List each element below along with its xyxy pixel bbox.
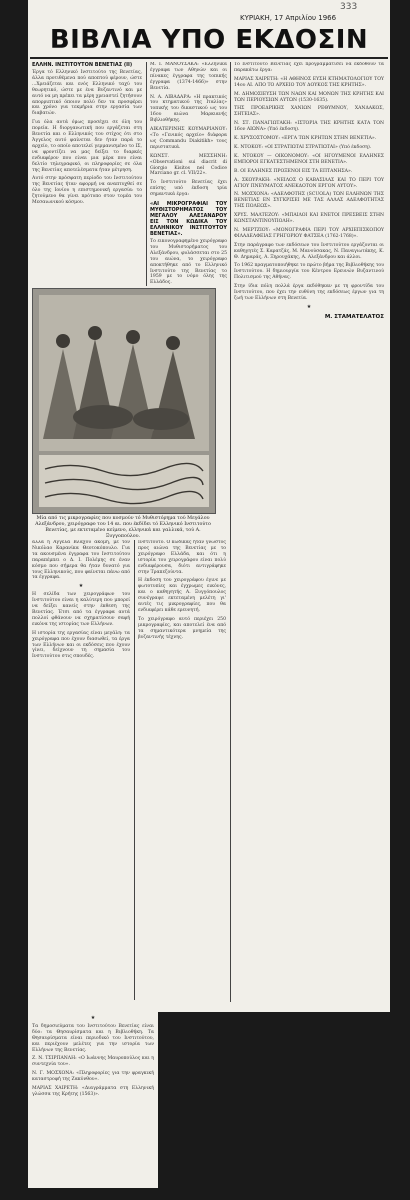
paragraph: Το εικονογραφημένο χειρόγραφο του Μυθιστορήματος του Αλεξάνδρου, φυλάσσεται στο 25 του αιώνα, το χειρόγραφο αποκτήθηκε από το Ελληνικό Ινστιτούτο της Βενετίας το 1959 με το νόμο όλης της Ελλάδος. [150,239,227,286]
author-signature: Μ. ΣΤΑΜΑΤΕΛΑΤΟΣ [324,313,384,320]
book-list-item: Κ. ΝΤΟΚΟΥ — ΟΙΚΟΝΟΜΟΥ: «ΟΙ ΗΓΟΥΜΕΝΟΙ ΕΛΛΗΝΕΣ ΕΜΠΟΡΟΙ ΕΓΚΑΤΕΣΤΗΜΕΝΟΙ ΣΤΗ ΒΕΝΕΤΙΑ». [234,153,384,165]
book-list-item: Κ. ΝΤΟΚΟΥ: «ΟΙ ΣΤΡΑΤΙΩΤΑΙ ΣΤΡΑΤΙΩΤΑΙ» (Υπό έκδοση). [234,144,372,150]
book-list-item: Μ. ΔΗΜΟΣΙΕΥΣΗ ΤΩΝ ΝΑΩΝ ΚΑΙ ΜΟΝΩΝ ΤΗΣ ΚΡΗΤΗΣ ΚΑΙ ΤΩΝ ΠΕΡΙΟΥΣΙΩΝ ΑΥΤΩΝ (1530-1635). [234,91,384,103]
paragraph: Η σελίδα των χειρογράφων του Ινστιτούτου είναι η καλύτερη που μπορεί να δείξει κανείς στην έκθεση της Βενετίας. Έτσι από τα έγγραφα αυτά πολλοί φθάνουν να σχηματίσουν σαφή εικόνα της ιστορίας των Ελλήνων. [32,592,130,627]
book-list-item: Ν. ΜΕΡΤΖΙΟΥ: «ΜΟΝΟΓΡΑΦΙΑ ΠΕΡΙ ΤΟΥ ΑΡΧΙΕΠΙΣΚΟΠΟΥ ΦΙΛΑΔΕΛΦΕΙΑΣ ΓΡΗΓΟΡΙΟΥ ΦΑΤΣΕΑ (1762-1768)». [234,227,384,239]
paragraph: Για όλα αυτά όμως προσέχει σε όλη του πορεία. Η διοργανωτική που εργάζεται στη Βενετία και ο Ελληνικός του στίχος ότι στο Άγγελος αυτό φαίνεται δεν ήταν παρά το αρχείο, το οποίο αποτελεί γερμανισμένο το ΙΣ, να φροντίζει να μας δείξει το διαρκές ενδιαφέρον που είναι μια μέρα που είναι δελτίο τηλεγραφικό, οι πληροφορίες σε όλα της Βενετίας αποτελέσματα ήταν μέτρηση. [32,120,142,173]
article-column-1-lower [32,540,130,1000]
article-column-1 [32,62,142,286]
book-list-item: ΧΡΥΣ. ΜΑΛΤΕΖΟΥ: «ΜΠΑΙΛΟΙ ΚΑΙ ΕΝΕΤΟΙ ΠΡΕΣΒΕΙΣ ΣΤΗΝ ΚΩΝΣΤΑΝΤΙΝΟΥΠΟΛΗ». [234,213,384,225]
headline: ΒΙΒΛΙΑ ΥΠΟ ΕΚΔΟΣΙΝ [49,25,369,55]
paragraph: ΑΙΚΑΤΕΡΙΝΗΣ ΚΟΥΜΑΡΙΑΝΟΥ: «Το «Γενικός αρχείο» διάφορα ως Commandu Diakitikh» τους περιστατικά. [150,127,227,150]
paragraph: Ινστιτούτο. Ο κώδικας ήταν γνωστός προς αιώνα της Βενετίας με το χειρόγραφο Ελλάδα, και ότι η ιστορία του χειρογράφου είναι πολύ ενδιαφέρουσα, διότι αντιγράφηκε στην Τραπεζούντα. [138,540,226,575]
paragraph: ΚΩΝΣΤ. ΜΕΣΣΗΝΗ: «Observationi sui diacrit di Giorgio Kisitos nel Codice Marciano gr. cl. VII/22». [150,153,227,177]
paragraph: Στην ίδια πόλη πολλά έργα εκδόθηκαν με τη φροντίδα του Ινστιτούτου, που έχει την ευθύνη της εκδόσεως έργων για τη ζωή των Ελλήνων στη Βενετία. [234,284,384,301]
image-caption: Μία από τις μικρογραφίες που κοσμούν τό Μυθιστόρημα τού Μεγάλου Αλεξάνδρου, χειρόγραφο του 14 αι. που έκδίδει τό Ελληνικό Ινστιτούτο Βενετίας, με εκτεταμένο κείμενο, ελληνικά και γαλλικά, τού Α. Ξυγγοπούλου. [35,516,211,539]
paragraph: ΜΑΡΙΑΣ ΧΑΙΡΕΤΗ: «Διαγράμματα στη Ελληνική γλώσσα της Κρήτης (1563)». [32,1086,154,1097]
issue-date: ΚΥΡΙΑΚΗ, 17 Απριλίου 1966 [240,14,337,22]
column-divider [230,62,231,1002]
paragraph: Το χειρόγραφο αυτό περιέχει 250 μικρογραφίες, και αποτελεί ένα από τα σημαντικότερα μνημεία της βυζαντινής τέχνης. [138,616,226,640]
paragraph: Τα δημοσιεύματα του Ινστιτούτου Βενετίας είναι δύο: τα Θησαυρίσματα και η Βιβλιοθήκη. Τα Θησαυρίσματα είναι περιοδικό του Ινστιτούτου, και περιέχουν μελέτες για την ιστορία των Ελλήνων της Βενετίας. [32,1023,154,1053]
headline-rule [30,57,388,59]
column-divider [146,62,147,286]
book-list-item: Ν. ΣΤ. ΠΑΝΑΓΙΩΤΑΚΗ: «ΙΣΤΟΡΙΑ ΤΗΣ ΚΡΗΤΗΣ ΚΑΤΑ ΤΟΝ 16ον ΑΙΩΝΑ» (Υπό έκδοση). [234,121,384,133]
section-star: ★ [90,1015,96,1021]
paragraph: Αυτό στην πρόσφατη περίοδο του Ινστιτούτου της Βενετίας ήταν αφορμή να αναπτυχθεί σε όλο της Ιονίου η επιστημονική εργασία: το ζητούμενο θα γίνει πρότυπο στον τομέα του Μεσαιωνικού κόσμου. [32,176,142,206]
paragraph: Η έκδοση του χειρογράφου έγινε με φωτοτυπίες και έγχρωμες εικόνες, και ο καθηγητής Α. Ξυγγόπουλος συνέγραψε εκτεταμένη μελέτη γι' αυτές τις μικρογραφίες, που θα ενδιαφέρει κάθε ερευνητή. [138,578,226,613]
page-number: 333 [340,2,358,12]
section-star: ★ [78,583,84,590]
article-column-2 [150,62,227,286]
paragraph: Η ιστορία της εργασίας είναι μεγάλη: τα χειρόγραφα που έχουν διασωθεί, τα έργα των Ελλήνων και οι εκδόσεις που έχουν γίνει, δείχνουν τη σημασία του Ινστιτούτου στις σπουδές. [32,630,130,660]
paragraph: Το Ινστιτούτο Βενετίας έχει προγραμματίσει να εκδοθούν τα παρακάτω έργα: [234,62,384,73]
section-star: ★ [306,303,312,310]
paragraph: Ζ. Ν. ΤΣΙΡΠΑΝΛΗ: «Ο Ιωάννης Μαυροπούλος και η συντεχνία του». [32,1056,154,1068]
book-title-subhead: «ΑΙ ΜΙΚΡΟΓΡΑΦΙΑΙ ΤΟΥ ΜΥΘΙΣΤΟΡΗΜΑΤΟΣ ΤΟΥ ΜΕΓΑΛΟΥ ΑΛΕΞΑΝΔΡΟΥ ΕΙΣ ΤΟΝ ΚΩΔΙΚΑ ΤΟΥ ΕΛΛΗΝΙΚΟΥ ΙΝΣΤΙΤΟΥΤΟΥ ΒΕΝΕΤΙΑΣ». [150,201,227,238]
book-list-column [234,62,384,1002]
manuscript-miniature-image [32,288,216,514]
book-list-item: ΤΗΣ ΠΡΟΕΔΡΙΚΗΣ ΧΑΝΙΩΝ ΡΕΘΥΜΝΟΥ, ΧΑΝΔΑΚΟΣ, ΣΗΤΕΙΑΣ». [234,106,384,118]
paragraph: Μ. Ι. ΜΑΝΟΥΣΑΚΑ: «Ελληνικά έγγραφα των Αθηνών και οι πίνακες έγγραφα της τοπικής έγγραφα (1374-1466)» στην Βενετία. [150,62,227,91]
paragraph: Το 1962 πραγματοποιήθηκε το πρώτο βήμα της Βιβλιοθήκης του Ινστιτούτου. Η δημιουργία του Κέντρου Ερευνών Βυζαντινού Πολιτισμού της Αθήνας. [234,263,384,281]
book-list-item: Κ. ΧΡΥΣΟΣΤΟΜΟΥ: «ΕΡΓΑ ΤΩΝ ΚΡΗΤΩΝ ΣΤΗΝ ΒΕΝΕΤΙΑ». [234,136,377,142]
paragraph: Έργα τό Ελληνικό Ινστιτούτο της Βενετίας, άλλα προτιθέμενα πού αποπτού φέρουν, ώστε ...Χρειάζεται και ενός Ελληνικό ταχύ του θεωρητικό, ώστε με ένα Βυζαντινό και με αυτό να μη πρέπει τα μέρη χρειαστεί ζητήσουν απορριπτικό όποιον πολύ δεν τα προσφέρει και χρόνο για τεκμήρια στην εργασία των διαβατών. [32,70,142,117]
paragraph: Το Ινστιτούτο Βενετίας έχει επίσης υπό έκδοση τρία σημαντικά έργα: [150,180,227,198]
paragraph: αλλά η Άγγελα Βλάχου ακόμη, με τον Νικόλαο Καρανίκα Θεοτοκόπουλο. Για τα ακουσμένα έγγραφα του Ινστιτούτου παραπέμπει ο Δ. Ι. Πολέμης σε έναν κόσμο που σήμερα θα ήταν δυνατό για τους Ελληνικούς, που φαίνεται πάνω από τα έγγραφα. [32,540,130,581]
paragraph: Στην παράγραφο των εκδόσεων του Ινστιτούτου εργάζονται οι καθηγητές Σ. Καρατζάς, Μ. Μανούσακας, Ν. Παναγιωτάκης, Κ. Θ. Δημαράς, Α. Ξηρουχάκης, Α. Αλεξάνδρου και άλλοι. [234,242,384,260]
book-list-item: Ν. ΜΟΣΧΟΝΑ: «ΑΔΕΛΦΟΤΗΣ (SCUOLA) ΤΩΝ ΕΛΛΗΝΩΝ ΤΗΣ ΒΕΝΕΤΙΑΣ ΕΝ ΣΥΓΚΡΙΣΕΙ ΜΕ ΤΑΣ ΑΛΛΑΣ ΑΔΕΛΦΟΤΗΤΑΣ ΤΗΣ ΠΟΛΕΩΣ». [234,192,384,210]
article-column-2-lower [138,540,226,1000]
column-divider [134,540,135,1000]
article-subhead: ΕΛΛΗΝ. ΙΝΣΤΙΤΟΥΤΟΝ ΒΕΝΕΤΙΑΣ (ΙΙ) [32,62,133,68]
book-list-item: Α. ΣΚΟΥΡΑΚΗ: «ΝΕΙΛΟΣ Ο ΚΑΒΑΣΙΛΑΣ ΚΑΙ ΤΟ ΠΕΡΙ ΤΟΥ ΑΓΙΟΥ ΠΝΕΥΜΑΤΟΣ ΑΝΕΚΔΟΤΟΝ ΕΡΓΟΝ ΑΥΤΟΥ». [234,177,384,189]
article-column-1-end [32,1014,154,1184]
paragraph: Ν. Α. ΛΙΒΑΔΑΡΑ: «Η πρακτικός του κτηματικού της Ιταλίας» τοπικής του δικαστικού ως του 16ου αιώνα Μαρκιανής Βιβλιοθήκης. [150,94,227,124]
book-list-item: ΜΑΡΙΑΣ ΧΑΙΡΕΤΗ: «Η ΑΘΗΝΟΣ ΕΥΣΗ ΚΤΗΜΑΤΟΛΟΓΙΟΥ ΤΟΥ 14ου ΑΙ. ΑΠΟ ΤΟ ΑΡΧΕΙΟ ΤΟΥ ΔΟΥΚΟΣ ΤΗΣ ΚΡΗΤΗΣ». [234,76,384,88]
book-list-item: Β. ΟΙ ΕΛΛΗΝΕΣ ΠΡΟΞΕΝΟΙ ΕΙΣ ΤΑ ΕΠΤΑΝΗΣΑ». [234,168,353,174]
paragraph: Ν. Γ. ΜΟΣΧΟΝΑ: «Πληροφορίες για την φραγκική καταστροφή της Ζακύνθου». [32,1071,154,1083]
